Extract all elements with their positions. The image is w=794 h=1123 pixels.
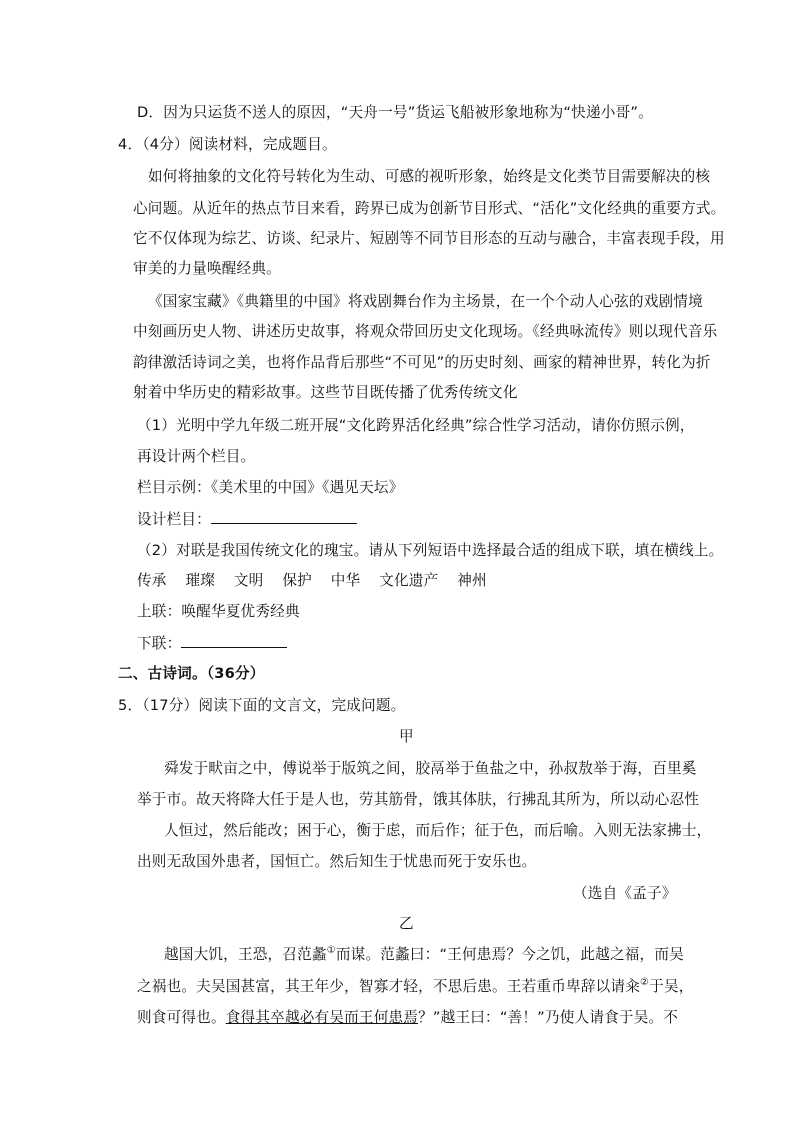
q5-header: 5．（17分）阅读下面的文言文，完成问题。 [118, 697, 406, 714]
phrase-option: 文化遗产 [379, 572, 439, 589]
text-span: 越国大饥，王恐，召范蠡 [164, 946, 327, 963]
phrase-option: 文明 [233, 572, 264, 589]
upper-couplet: 上联：唤醒华夏优秀经典 [137, 603, 300, 620]
design-column-row [137, 509, 357, 530]
footnote-marker: ② [640, 977, 650, 989]
text-line [137, 977, 694, 997]
text-line: 它不仅体现为综艺、访谈、纪录片、短剧等不同节目形态的互动与融合，丰富表现手段，用 [133, 230, 725, 247]
passage-jia-source: （选自《孟子》 [573, 885, 677, 902]
lower-couplet-label: 下联： [137, 635, 182, 652]
text-span: 之祸也。夫吴国甚富，其王年少，智寡才轻，不思后患。王若重币卑辞以请籴 [137, 978, 640, 995]
footnote-marker: ① [326, 945, 336, 957]
phrase-option: 中华 [330, 572, 361, 589]
text-line [164, 945, 684, 965]
text-line: 如何将抽象的文化符号转化为生动、可感的视听形象，始终是文化类节目需要解决的核 [148, 168, 711, 185]
phrase-option: 传承 [137, 572, 167, 589]
text-span: 而谋。范蠡曰：“王何患焉？今之饥，此越之福，而吴 [335, 946, 684, 963]
text-line: 舜发于畎亩之中，傅说举于版筑之间，胶鬲举于鱼盐之中，孙叔敖举于海，百里奚 [164, 760, 697, 777]
text-line: 《国家宝藏》《典籍里的中国》将戏剧舞台作为主场景，在一个个动人心弦的戏剧情境 [148, 293, 703, 310]
text-line: 中刻画历史人物、讲述历史故事，将观众带回历史文化现场。《经典咏流传》则以现代音乐 [133, 323, 718, 340]
lower-couplet-row [137, 633, 287, 654]
passage-yi-title: 乙 [399, 915, 414, 932]
text-line: 人恒过，然后能改；困于心，衡于虑，而后作；征于色，而后喻。入则无法家拂士， [164, 822, 712, 839]
text-line: 心问题。从近年的热点节目来看，跨界已成为创新节目形式、“活化”文化经典的重要方式。 [133, 200, 726, 217]
phrase-option: 璀璨 [185, 572, 216, 589]
text-line: 射着中华历史的精彩故事。这些节目既传播了优秀传统文化 [133, 384, 518, 401]
text-span: 于吴， [649, 978, 694, 995]
column-example: 栏目示例：《美术里的中国》《遇见天坛》 [137, 479, 404, 496]
design-column-blank[interactable] [211, 509, 357, 524]
q4-subquestion-2: （2）对联是我国传统文化的瑰宝。请从下列短语中选择最合适的组成下联，填在横线上。 [137, 542, 724, 559]
phrase-option: 保护 [282, 572, 312, 589]
text-line: 审美的力量唤醒经典。 [133, 260, 281, 277]
text-span: ？”越王曰：“善！”乃使人请食于吴。不 [418, 1009, 679, 1026]
lower-couplet-blank[interactable] [181, 633, 287, 648]
passage-jia-title: 甲 [399, 728, 414, 745]
section-2-heading: 二、古诗词。（36分） [118, 665, 265, 682]
phrase-option: 神州 [457, 572, 487, 589]
text-line: 韵律激活诗词之美，也将作品背后那些“不可见”的历史时刻、画家的精神世界，转化为折 [133, 354, 711, 371]
q3-option-d: D．因为只运货不送人的原因，“天舟一号”货运飞船被形象地称为“快递小哥”。 [137, 104, 653, 121]
text-line: （1）光明中学九年级二班开展“文化跨界活化经典”综合性学习活动，请你仿照示例， [137, 417, 695, 434]
q4-header: 4．（4分）阅读材料，完成题目。 [118, 136, 337, 153]
text-line: 再设计两个栏目。 [137, 448, 256, 465]
text-span: 则食可得也。 [137, 1009, 226, 1026]
underlined-sentence: 食得其卒越必有吴而王何患焉 [225, 1009, 419, 1026]
text-line: 出则无敌国外患者，国恒亡。然后知生于忧患而死于安乐也。 [137, 853, 537, 870]
design-column-label: 设计栏目： [137, 511, 211, 528]
text-line: 举于市。故天将降大任于是人也，劳其筋骨，饿其体肤，行拂乱其所为，所以动心忍性 [137, 791, 700, 808]
phrase-options [137, 571, 501, 591]
text-line [137, 1008, 678, 1028]
